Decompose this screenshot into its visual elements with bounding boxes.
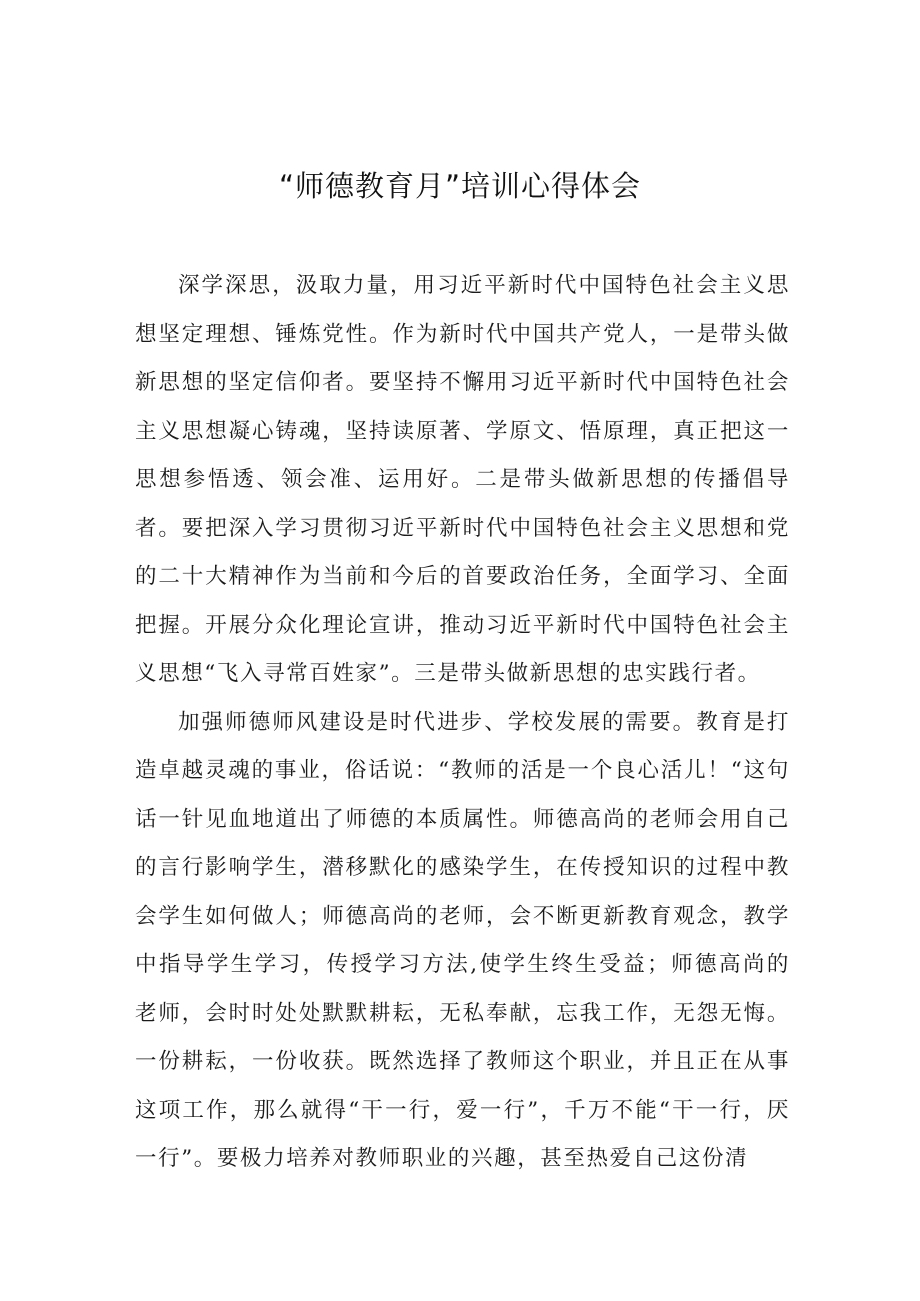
document-body (135, 262, 790, 1184)
document-title: “师德教育月”培训心得体会 (278, 169, 642, 203)
paragraph: 加强师德师风建设是时代进步、学校发展的需要。教育是打造卓越灵魂的事业，俗话说：“教师的活是一个良心活儿！“这句话一针见血地道出了师德的本质属性。师德高尚的老师会用自己的言行影响学生，潜移默化的感染学生，在传授知识的过程中教会学生如何做人；师德高尚的老师，会不断更新教育观念，教学中指导学生学习，传授学习方法,使学生终生受益；师德高尚的老师，会时时处处默默耕耘，无私奉献，忘我工作，无怨无悔。一份耕耘，一份收获。既然选择了教师这个职业，并且正在从事这项工作，那么就得“干一行，爱一行”，千万不能“干一行，厌一行”。要极力培养对教师职业的兴趣，甚至热爱自己这份清 (135, 709, 790, 1171)
paragraph: 深学深思，汲取力量，用习近平新时代中国特色社会主义思想坚定理想、锤炼党性。作为新时代中国共产党人，一是带头做新思想的坚定信仰者。要坚持不懈用习近平新时代中国特色社会主义思想凝心铸魂，坚持读原著、学原文、悟原理，真正把这一思想参悟透、领会准、运用好。二是带头做新思想的传播倡导者。要把深入学习贯彻习近平新时代中国特色社会主义思想和党的二十大精神作为当前和今后的首要政治任务，全面学习、全面把握。开展分众化理论宣讲，推动习近平新时代中国特色社会主义思想“飞入寻常百姓家”。三是带头做新思想的忠实践行者。 (135, 273, 790, 686)
